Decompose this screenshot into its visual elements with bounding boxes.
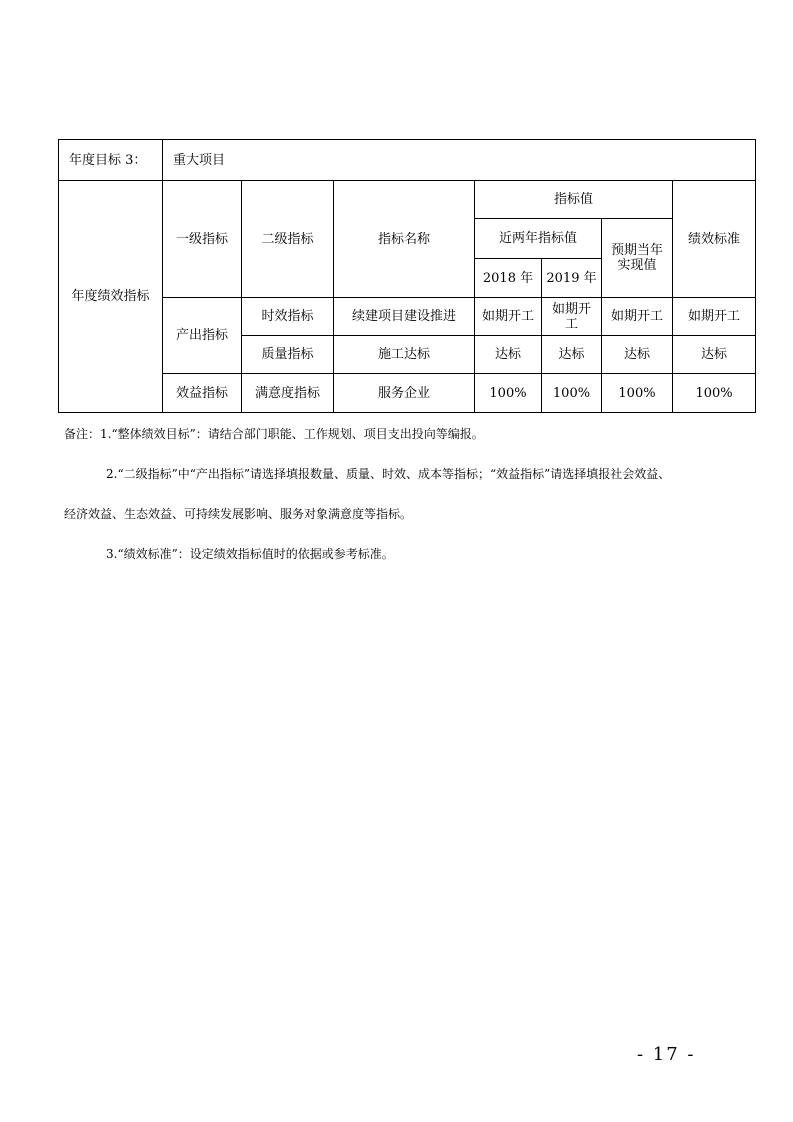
header-expected-line2: 实现值 — [617, 258, 657, 273]
row-2019-line2: 工 — [564, 316, 578, 332]
header-year-2019: 2019 年 — [542, 259, 602, 298]
row-2019-line1: 如期开 — [551, 301, 591, 317]
header-expected-line1: 预期当年 — [610, 243, 663, 258]
header-year-2018: 2018 年 — [475, 259, 542, 298]
row-standard: 100% — [673, 374, 756, 413]
table-row — [59, 298, 756, 336]
header-level2: 二级指标 — [242, 181, 334, 298]
table-row — [59, 374, 756, 413]
goal-label-cell: 年度目标 3： — [59, 140, 163, 181]
row-2018: 如期开工 — [475, 298, 542, 336]
row-standard: 达标 — [673, 336, 756, 374]
row-expected: 达标 — [602, 336, 673, 374]
goal-value-cell: 重大项目 — [163, 140, 756, 181]
header-standard: 绩效标准 — [673, 181, 756, 298]
header-expected — [602, 219, 673, 298]
header-indicator-name: 指标名称 — [334, 181, 475, 298]
note-3: 3.“绩效标准”：设定绩效指标值时的依据或参考标准。 — [106, 547, 394, 561]
row-name: 施工达标 — [334, 336, 475, 374]
group-benefit: 效益指标 — [163, 374, 242, 413]
row-2019: 100% — [542, 374, 602, 413]
row-name: 续建项目建设推进 — [334, 298, 475, 336]
row-2018: 达标 — [475, 336, 542, 374]
row-2019 — [542, 298, 602, 336]
row-level2: 时效指标 — [242, 298, 334, 336]
row-name: 服务企业 — [334, 374, 475, 413]
note-2: 2.“二级指标”中“产出指标”请选择填报数量、质量、时效、成本等指标；“效益指标”请选择填报社会效益、 — [106, 467, 671, 481]
header-indicator-value: 指标值 — [475, 181, 673, 219]
row-2018: 100% — [475, 374, 542, 413]
performance-table — [58, 139, 756, 413]
note-1: 备注：1.“整体绩效目标”：请结合部门职能、工作规划、项目支出投向等编报。 — [64, 427, 484, 441]
row-standard: 如期开工 — [673, 298, 756, 336]
header-recent-two-years: 近两年指标值 — [475, 219, 602, 259]
page-number: - 17 - — [637, 1044, 696, 1065]
row-level2: 满意度指标 — [242, 374, 334, 413]
note-2-continued: 经济效益、生态效益、可持续发展影响、服务对象满意度等指标。 — [64, 507, 413, 521]
header-level1: 一级指标 — [163, 181, 242, 298]
row-level2: 质量指标 — [242, 336, 334, 374]
row-expected: 如期开工 — [602, 298, 673, 336]
section-label-cell: 年度绩效指标 — [59, 181, 163, 413]
row-expected: 100% — [602, 374, 673, 413]
group-output: 产出指标 — [163, 298, 242, 374]
row-2019: 达标 — [542, 336, 602, 374]
